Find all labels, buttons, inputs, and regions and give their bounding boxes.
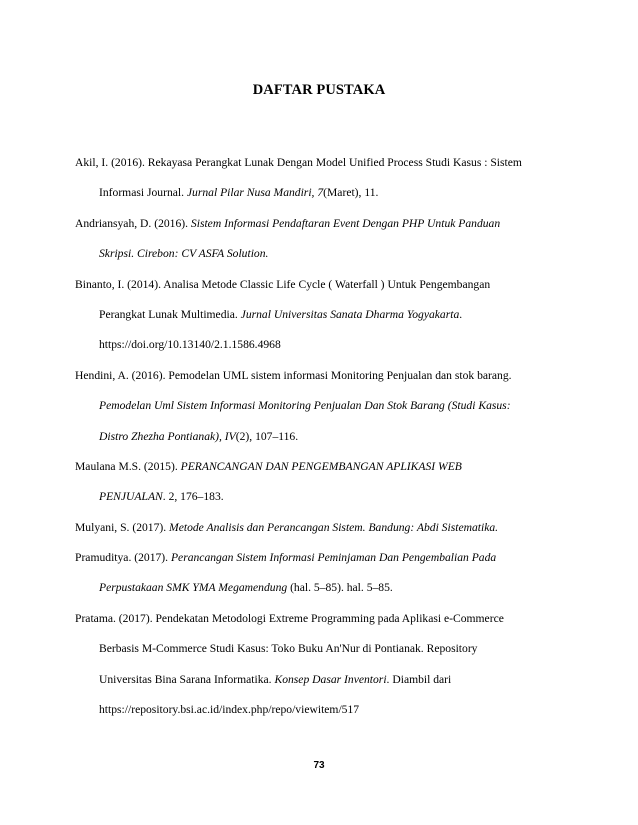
reference-italic-text: PENJUALAN [99, 490, 163, 504]
reference-text: Informasi Journal. [99, 186, 187, 200]
reference-line [75, 239, 565, 269]
reference-line [75, 573, 565, 603]
reference-list [75, 148, 565, 725]
reference-entry [75, 513, 565, 543]
reference-italic-text: Skripsi. Cirebon: CV ASFA Solution. [99, 247, 269, 261]
reference-entry [75, 270, 565, 361]
reference-text: Hendini, A. (2016). Pemodelan UML sistem informasi Monitoring Penjualan dan stok barang. [75, 368, 512, 382]
reference-entry [75, 361, 565, 452]
reference-line [75, 634, 565, 664]
reference-italic-text: Sistem Informasi Pendaftaran Event Dengan PHP Untuk Panduan [190, 216, 501, 230]
reference-entry [75, 148, 565, 209]
reference-line [75, 452, 565, 482]
reference-text: . 2, 176–183. [162, 490, 224, 504]
reference-entry [75, 604, 565, 726]
reference-text: Universitas Bina Sarana Informatika. [99, 672, 275, 686]
reference-text: Binanto, I. (2014). Analisa Metode Classic Life Cycle ( Waterfall ) Untuk Pengembangan [75, 277, 491, 291]
page-number: 73 [313, 760, 325, 771]
reference-italic-text: Konsep Dasar Inventori [274, 672, 387, 686]
reference-line [75, 300, 565, 330]
reference-text: Perangkat Lunak Multimedia. [99, 307, 241, 321]
reference-line [75, 482, 565, 512]
reference-italic-text: Jurnal Universitas Sanata Dharma Yogyakarta [240, 307, 460, 321]
reference-italic-text: Perancangan Sistem Informasi Peminjaman Dan Pengembalian Pada [170, 551, 497, 565]
reference-entry [75, 209, 565, 270]
reference-italic-text: Pemodelan Uml Sistem Informasi Monitoring Penjualan Dan Stok Barang (Studi Kasus: [99, 399, 511, 413]
reference-text: . [459, 307, 463, 321]
reference-text: . Diambil dari [386, 672, 452, 686]
reference-line [75, 391, 565, 421]
reference-line [75, 330, 565, 360]
reference-italic-text: Metode Analisis dan Perancangan Sistem. Bandung: Abdi Sistematika. [169, 520, 499, 534]
reference-text: (2), 107–116. [235, 429, 299, 443]
reference-line [75, 513, 565, 543]
reference-italic-text: Perpustakaan SMK YMA Megamendung [99, 581, 288, 595]
reference-text: https://doi.org/10.13140/2.1.1586.4968 [99, 338, 281, 352]
page-title: DAFTAR PUSTAKA [252, 82, 386, 98]
reference-entry [75, 452, 565, 513]
reference-text: Pramuditya. (2017). [75, 551, 171, 565]
reference-line [75, 148, 565, 178]
reference-line [75, 178, 565, 208]
reference-italic-text: PERANCANGAN DAN PENGEMBANGAN APLIKASI WEB [180, 459, 462, 473]
reference-text: Maulana M.S. (2015). [75, 459, 181, 473]
reference-italic-text: Distro Zhezha Pontianak), IV [99, 429, 236, 443]
reference-text: Akil, I. (2016). Rekayasa Perangkat Lunak Dengan Model Unified Process Studi Kasus : Sistem [75, 156, 522, 169]
reference-line [75, 270, 565, 300]
reference-text: (Maret), 11. [323, 186, 379, 200]
reference-line [75, 665, 565, 695]
reference-text: Berbasis M-Commerce Studi Kasus: Toko Buku An'Nur di Pontianak. Repository [99, 642, 478, 656]
reference-italic-text: Jurnal Pilar Nusa Mandiri, 7 [186, 186, 324, 200]
reference-text: Pratama. (2017). Pendekatan Metodologi Extreme Programming pada Aplikasi e-Commerce [75, 611, 504, 625]
reference-line [75, 604, 565, 634]
reference-text: Mulyani, S. (2017). [75, 520, 170, 534]
reference-text: Andriansyah, D. (2016). [75, 216, 191, 230]
reference-line [75, 543, 565, 573]
reference-line [75, 422, 565, 452]
reference-line [75, 361, 565, 391]
reference-line [75, 209, 565, 239]
reference-entry [75, 543, 565, 604]
reference-line [75, 695, 565, 725]
reference-text: https://repository.bsi.ac.id/index.php/repo/viewitem/517 [99, 703, 360, 717]
reference-text: (hal. 5–85). hal. 5–85. [287, 581, 393, 595]
